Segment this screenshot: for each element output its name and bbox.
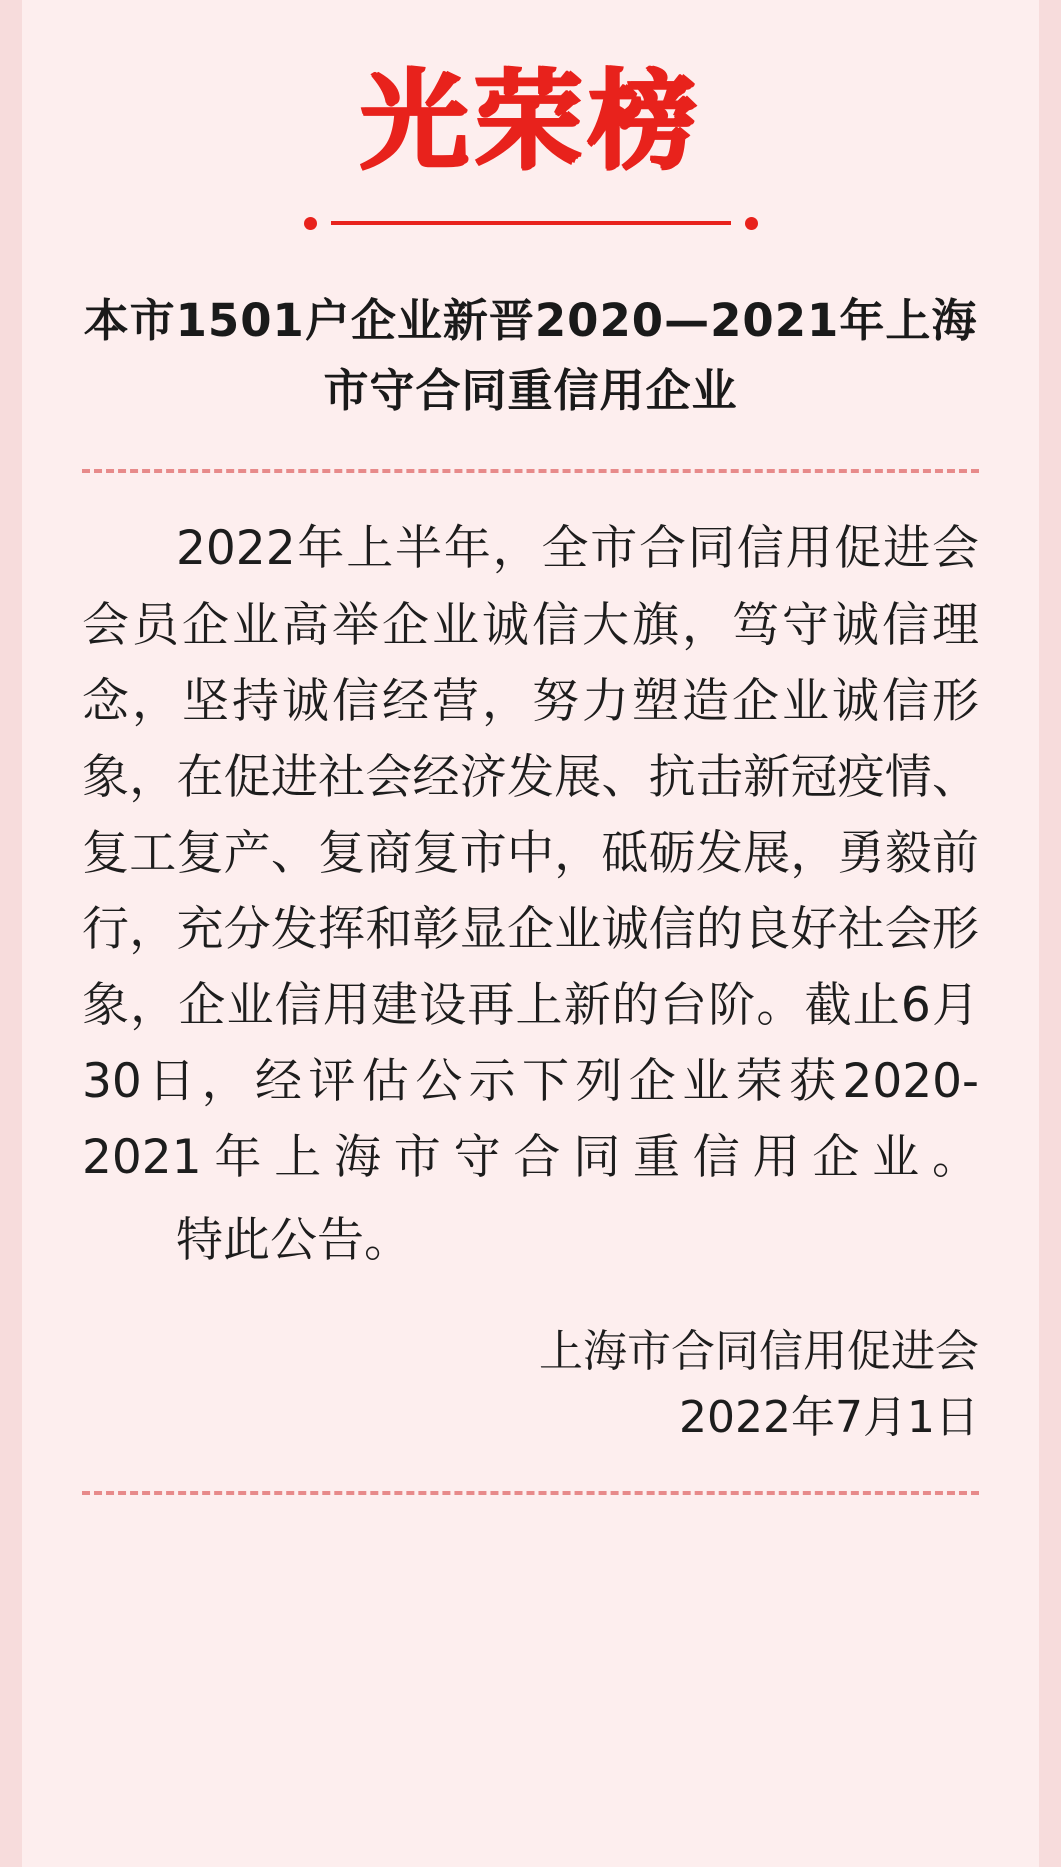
dot-left-icon [304, 217, 317, 230]
subtitle: 本市1501户企业新晋2020—2021年上海市守合同重信用企业 [83, 293, 978, 417]
title-block [82, 0, 979, 425]
signature-block [82, 1319, 979, 1451]
notice-line: 特此公告。 [176, 1212, 411, 1268]
dot-right-icon [745, 217, 758, 230]
divider-line [331, 221, 731, 225]
dashed-rule-top [82, 469, 979, 473]
dashed-rule-bottom [82, 1491, 979, 1495]
poster-inner-card [22, 0, 1039, 1867]
body-copy [82, 511, 979, 1196]
page-title: 光荣榜 [359, 59, 702, 184]
body-paragraph: 2022年上半年，全市合同信用促进会会员企业高举企业诚信大旗，笃守诚信理念，坚持诚信经营，努力塑造企业诚信形象，在促进社会经济发展、抗击新冠疫情、复工复产、复商复市中，砥砺发展，勇毅前行，充分发挥和彰显企业诚信的良好社会形象，企业信用建设再上新的台阶。截止6月30日，经评估公示下列企业荣获2020-2021年上海市守合同重信用企业。 [82, 521, 979, 1186]
decorative-divider [82, 217, 979, 230]
signature-organization: 上海市合同信用促进会 [539, 1325, 979, 1377]
signature-date: 2022年7月1日 [679, 1391, 979, 1443]
